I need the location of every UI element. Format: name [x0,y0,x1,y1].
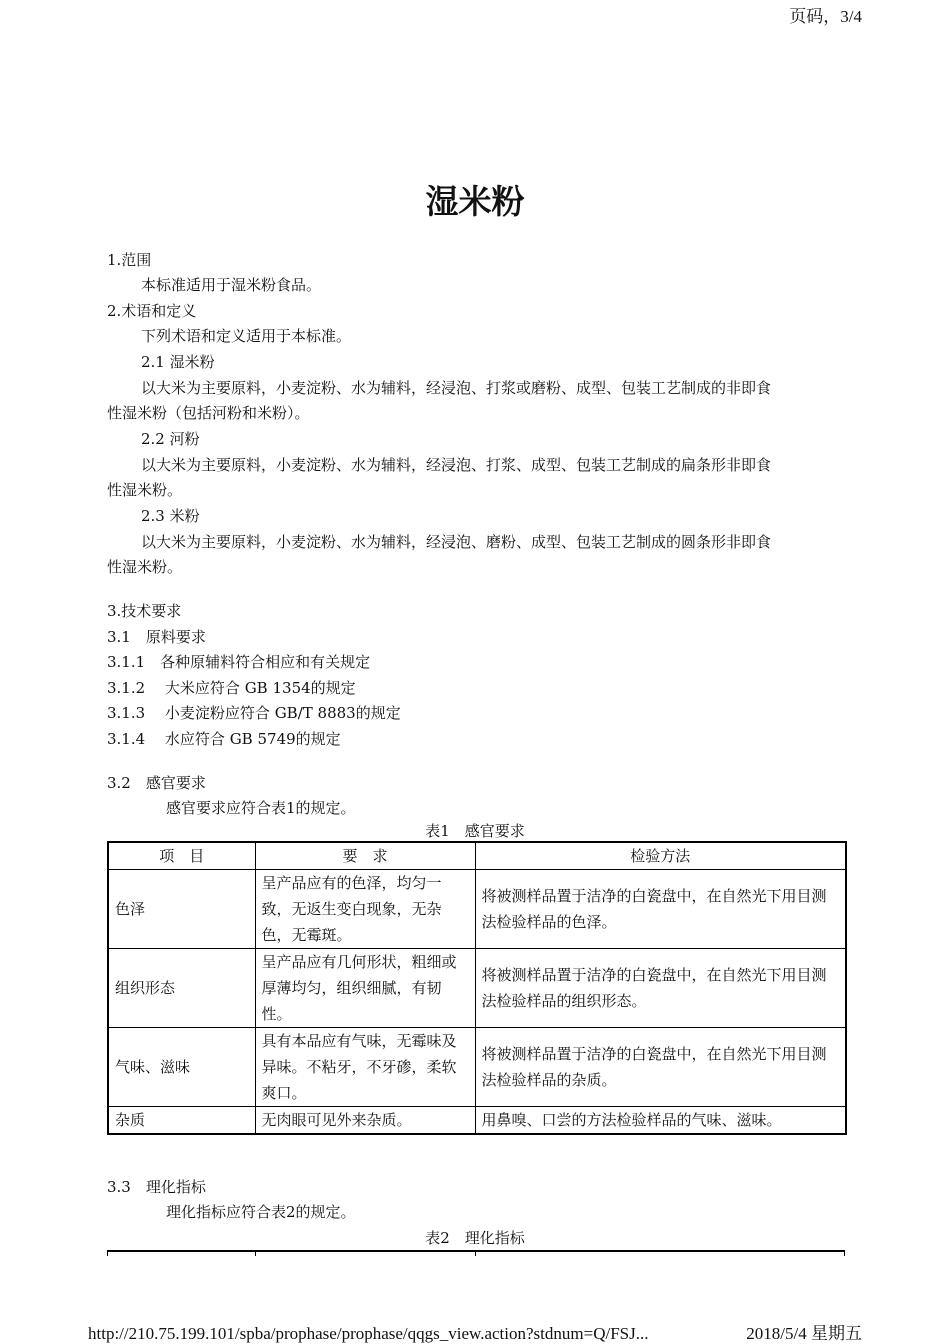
row-requirement: 具有本品应有气味，无霉味及异味。不粘牙，不牙碜，柔软爽口。 [255,1028,475,1107]
table-2-caption: 表2 理化指标 [425,1229,525,1247]
document-title: 湿米粉 [425,182,525,221]
section-2-1-body-line-1: 以大米为主要原料，小麦淀粉、水为辅料，经浸泡、打浆或磨粉、成型、包装工艺制成的非即食 [141,379,772,397]
table-row [108,1107,846,1135]
row-item: 气味、滋味 [108,1028,255,1107]
section-3-2-heading: 3.2 感官要求 [107,774,206,792]
page-number: 页码，3/4 [789,7,862,26]
section-1-heading: 1.范围 [107,251,152,269]
section-3-3-body: 理化指标应符合表2的规定。 [166,1203,356,1221]
table-row [108,949,846,1028]
section-2-2-heading: 2.2 河粉 [141,430,200,448]
row-requirement: 呈产品应有的色泽，均匀一致，无返生变白现象，无杂色，无霉斑。 [255,870,475,949]
section-2-3-body-line-1: 以大米为主要原料，小麦淀粉、水为辅料，经浸泡、磨粉、成型、包装工艺制成的圆条形非即食 [141,533,772,551]
section-3-1-1: 3.1.1 各种原辅料符合相应和有关规定 [107,653,371,671]
footer-date: 2018/5/4 星期五 [746,1324,862,1343]
row-requirement: 无肉眼可见外来杂质。 [255,1107,475,1135]
section-2-2-body-line-1: 以大米为主要原料，小麦淀粉、水为辅料，经浸泡、打浆、成型、包装工艺制成的扁条形非即食 [141,456,772,474]
section-2-2-body-line-2: 性湿米粉。 [107,481,183,499]
sensory-requirements-table [107,841,847,1135]
section-2-3-heading: 2.3 米粉 [141,507,200,525]
section-2-1-body-line-2: 性湿米粉（包括河粉和米粉）。 [107,404,310,422]
section-2-body: 下列术语和定义适用于本标准。 [141,327,352,345]
row-method: 将被测样品置于洁净的白瓷盘中，在自然光下用目测法检验样品的杂质。 [475,1028,846,1107]
section-3-3-heading: 3.3 理化指标 [107,1178,206,1196]
row-method: 用鼻嗅、口尝的方法检验样品的气味、滋味。 [475,1107,846,1135]
header-requirement: 要 求 [255,842,475,870]
section-1-body: 本标准适用于湿米粉食品。 [141,276,322,294]
table-row [108,1028,846,1107]
row-item: 色泽 [108,870,255,949]
section-2-3-body-line-2: 性湿米粉。 [107,558,183,576]
section-2-1-heading: 2.1 湿米粉 [141,353,215,371]
row-requirement: 呈产品应有几何形状，粗细或厚薄均匀，组织细腻，有韧性。 [255,949,475,1028]
table-row [108,870,846,949]
row-item: 组织形态 [108,949,255,1028]
section-3-1-4: 3.1.4 水应符合 GB 5749的规定 [107,730,341,748]
table-2-column-divider [475,1250,476,1256]
table-header-row [108,842,846,870]
row-method: 将被测样品置于洁净的白瓷盘中，在自然光下用目测法检验样品的色泽。 [475,870,846,949]
section-3-1-2: 3.1.2 大米应符合 GB 1354的规定 [107,679,356,697]
table-1-caption: 表1 感官要求 [425,822,525,840]
header-item: 项 目 [108,842,255,870]
footer-url: http://210.75.199.101/spba/prophase/prophase/qqgs_view.action?stdnum=Q/FSJ... [88,1324,649,1343]
table-2-column-divider [107,1250,108,1256]
section-3-2-body: 感官要求应符合表1的规定。 [166,799,356,817]
row-method: 将被测样品置于洁净的白瓷盘中，在自然光下用目测法检验样品的组织形态。 [475,949,846,1028]
table-2-column-divider [255,1250,256,1256]
section-3-1-3: 3.1.3 小麦淀粉应符合 GB/T 8883的规定 [107,704,401,722]
header-method: 检验方法 [475,842,846,870]
section-2-heading: 2.术语和定义 [107,302,197,320]
row-item: 杂质 [108,1107,255,1135]
section-3-1-heading: 3.1 原料要求 [107,628,206,646]
table-2-top-border [107,1250,845,1252]
section-3-heading: 3.技术要求 [107,602,182,620]
table-2-column-divider [844,1250,845,1256]
